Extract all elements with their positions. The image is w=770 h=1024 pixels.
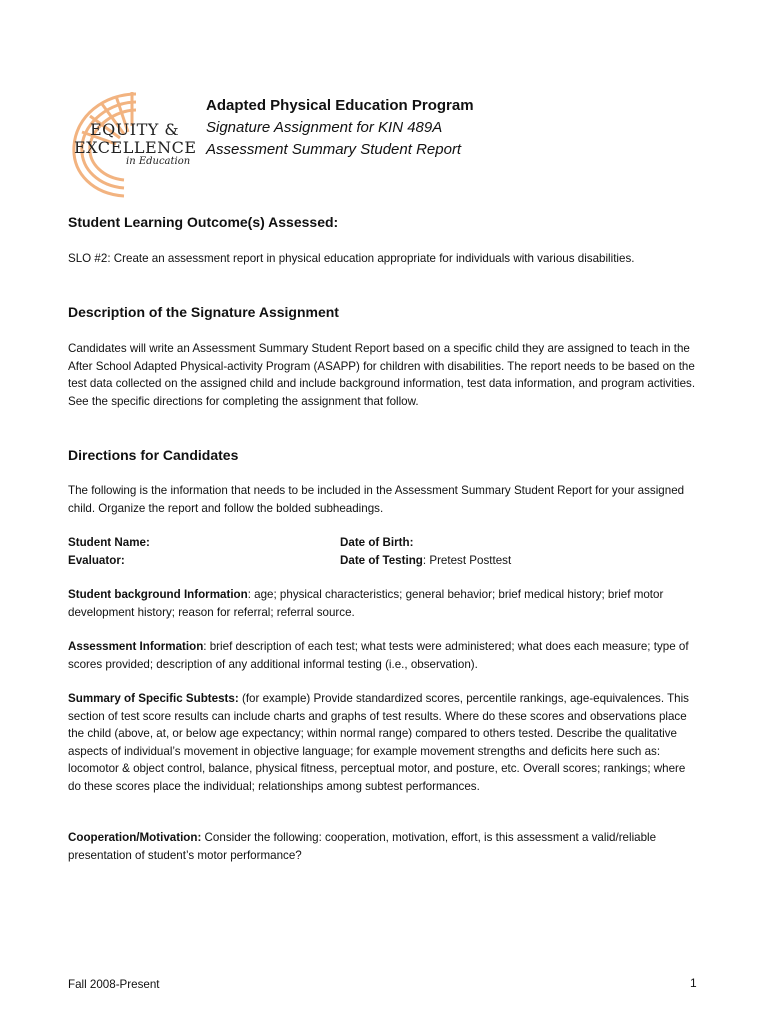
section-label: Assessment Information — [68, 640, 204, 653]
equity-excellence-logo — [66, 86, 198, 198]
slo-heading: Student Learning Outcome(s) Assessed: — [68, 214, 339, 230]
section-label: Cooperation/Motivation: — [68, 831, 202, 844]
description-heading: Description of the Signature Assignment — [68, 304, 339, 320]
section-label: Summary of Specific Subtests: — [68, 692, 239, 705]
student-name-label: Student Name: — [68, 536, 150, 549]
program-title: Adapted Physical Education Program — [206, 97, 474, 114]
section-label: Student background Information — [68, 588, 248, 601]
assignment-subtitle: Signature Assignment for KIN 489A — [206, 119, 443, 136]
section-cooperation — [68, 829, 698, 864]
date-of-testing-label: Date of Testing — [340, 553, 423, 567]
logo-text-equity: EQUITY & — [90, 120, 180, 139]
evaluator-label: Evaluator: — [68, 553, 125, 567]
logo-text-in-education: in Education — [126, 156, 191, 167]
directions-heading: Directions for Candidates — [68, 447, 239, 463]
section-assessment — [68, 638, 698, 673]
document-header — [206, 95, 474, 161]
section-background — [68, 586, 698, 621]
directions-intro: The following is the information that needs to be included in the Assessment Summary Student Report for your assigned child. Organize the report and follow the bolded subheadings. — [68, 484, 685, 515]
report-fields — [68, 534, 698, 569]
section-subtests — [68, 690, 698, 795]
description-text: Candidates will write an Assessment Summary Student Report based on a specific child they are assigned to teach in the After School Adapted Physical-activity Program (ASAPP) for children with disabilities. The report needs to be based on the test data collected on the assigned child and include background information, test data information, and program activities. See the specific directions for completing the assignment that follow. — [68, 342, 696, 408]
report-subtitle: Assessment Summary Student Report — [206, 141, 462, 158]
section-text: : brief description of each test; what tests were administered; what does each measure; type of scores provided; description of any additional informal testing (i.e., observation). — [68, 640, 689, 671]
section-text: (for example) Provide standardized scores, percentile rankings, age-equivalences. This section of test score results can include charts and graphs of test results. Where do these scores and observations place the child (above, at, or below age expectancy; within normal range) compared to others tested. Describe the qualitative aspects of individual’s movement in objective language; for example movement strengths and deficits here such as: locomotor & object control, balance, physical fitness, perceptual motor, and posture, etc. Overall scores; rankings; where do these scores place the individual; relationships among subtest performances. — [68, 692, 689, 793]
slo-text: SLO #2: Create an assessment report in physical education appropriate for individuals with various disabilities. — [68, 252, 635, 265]
section-text: Consider the following: cooperation, motivation, effort, is this assessment a valid/reliable presentation of student’s motor performance? — [68, 831, 657, 862]
footer-term: Fall 2008-Present — [68, 978, 160, 991]
date-of-birth-label: Date of Birth: — [340, 536, 414, 549]
testing-options: : Pretest Posttest — [422, 553, 512, 567]
section-text: : age; physical characteristics; general behavior; brief medical history; brief motor development history; reason for referral; referral source. — [68, 588, 664, 619]
page-number: 1 — [690, 976, 697, 990]
logo-text-excellence: EXCELLENCE — [74, 138, 197, 157]
